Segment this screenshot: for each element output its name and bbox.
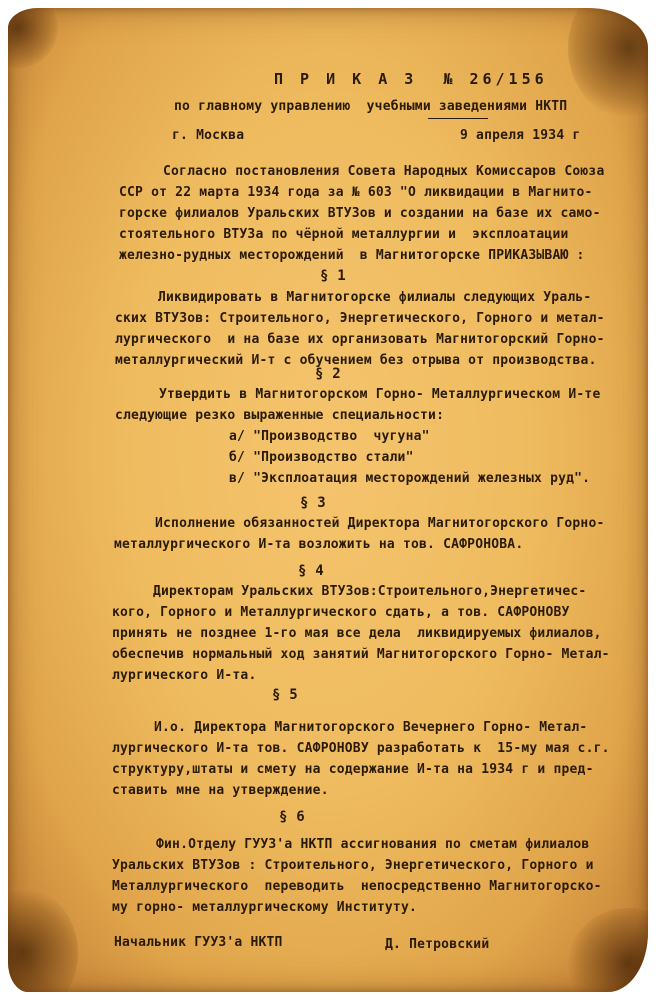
section-mark: § 4: [298, 563, 324, 579]
section-line: в/ "Эксплоатация месторождений железных руд".: [229, 471, 591, 486]
section-mark: § 6: [279, 809, 305, 825]
preamble-line: Согласно постановления Совета Народных Комиссаров Союза: [163, 164, 605, 179]
section-line: ских ВТУЗов: Строительного, Энергетического, Горного и метал-: [115, 311, 605, 326]
order-date: 9 апреля 1934 г: [460, 128, 581, 143]
subtitle-underline: [428, 118, 488, 119]
signature-position: Начальник ГУУЗ'а НКТП: [114, 935, 283, 950]
section-mark: § 1: [320, 268, 346, 284]
section-mark: § 3: [300, 495, 326, 511]
section-line: кого, Горного и Металлургического сдать, а тов. САФРОНОВУ: [112, 605, 570, 620]
section-line: Утвердить в Магнитогорском Горно- Металлургическом И-те: [159, 387, 601, 402]
order-subtitle: по главному управлению учебными заведениями НКТП: [174, 99, 568, 114]
section-line: му горно- металлургическому Институту.: [112, 900, 418, 915]
section-line: И.о. Директора Магнитогорского Вечернего Горно- Метал-: [154, 720, 588, 735]
section-line: Директорам Уральских ВТУЗов:Строительного,Энергетичес-: [153, 584, 587, 599]
preamble-line: ССР от 22 марта 1934 года за № 603 "О ликвидации в Магнито-: [119, 185, 593, 200]
section-line: лургического И-та.: [112, 668, 257, 683]
section-line: Уральских ВТУЗов : Строительного, Энергетического, Горного и: [112, 858, 594, 873]
section-mark: § 5: [272, 687, 298, 703]
section-line: обеспечив нормальный ход занятий Магнитогорского Горно- Метал-: [112, 647, 610, 662]
section-line: Исполнение обязанностей Директора Магнитогорского Горно-: [155, 516, 605, 531]
section-line: металлургического И-та возложить на тов. САФРОНОВА.: [114, 537, 524, 552]
preamble-line: железно-рудных месторождений в Магнитогорске ПРИКАЗЫВАЮ :: [119, 248, 585, 263]
section-line: лургического И-та тов. САФРОНОВУ разработать к 15-му мая с.г.: [112, 741, 610, 756]
section-line: следующие резко выраженные специальности:: [115, 408, 445, 423]
order-city: г. Москва: [172, 128, 245, 143]
aged-paper-sheet: [8, 8, 648, 992]
section-mark: § 2: [315, 366, 341, 382]
section-line: металлургический И-т с обучением без отрыва от производства.: [115, 353, 597, 368]
section-line: б/ "Производство стали": [229, 450, 414, 465]
signature-name: Д. Петровский: [385, 937, 490, 952]
preamble-line: стоятельного ВТУЗа по чёрной металлургии и эксплоатации: [119, 227, 569, 242]
section-line: Ликвидировать в Магнитогорске филиалы следующих Ураль-: [158, 290, 592, 305]
preamble-line: горске филиалов Уральских ВТУЗов и создании на базе их само-: [119, 206, 601, 221]
section-line: принять не позднее 1-го мая все дела ликвидируемых филиалов,: [112, 626, 602, 641]
section-line: Металлургического переводить непосредственно Магнитогорско-: [112, 879, 602, 894]
section-line: ставить мне на утверждение.: [112, 783, 329, 798]
section-line: а/ "Производство чугуна": [229, 429, 430, 444]
order-title: П Р И К А З № 26/156: [274, 70, 548, 88]
section-line: структуру,штаты и смету на содержание И-та на 1934 г и пред-: [112, 762, 594, 777]
document-body: [8, 8, 648, 992]
section-line: лургического и на базе их организовать Магнитогорский Горно-: [115, 332, 605, 347]
section-line: Фин.Отделу ГУУЗ'а НКТП ассигнования по сметам филиалов: [156, 837, 590, 852]
